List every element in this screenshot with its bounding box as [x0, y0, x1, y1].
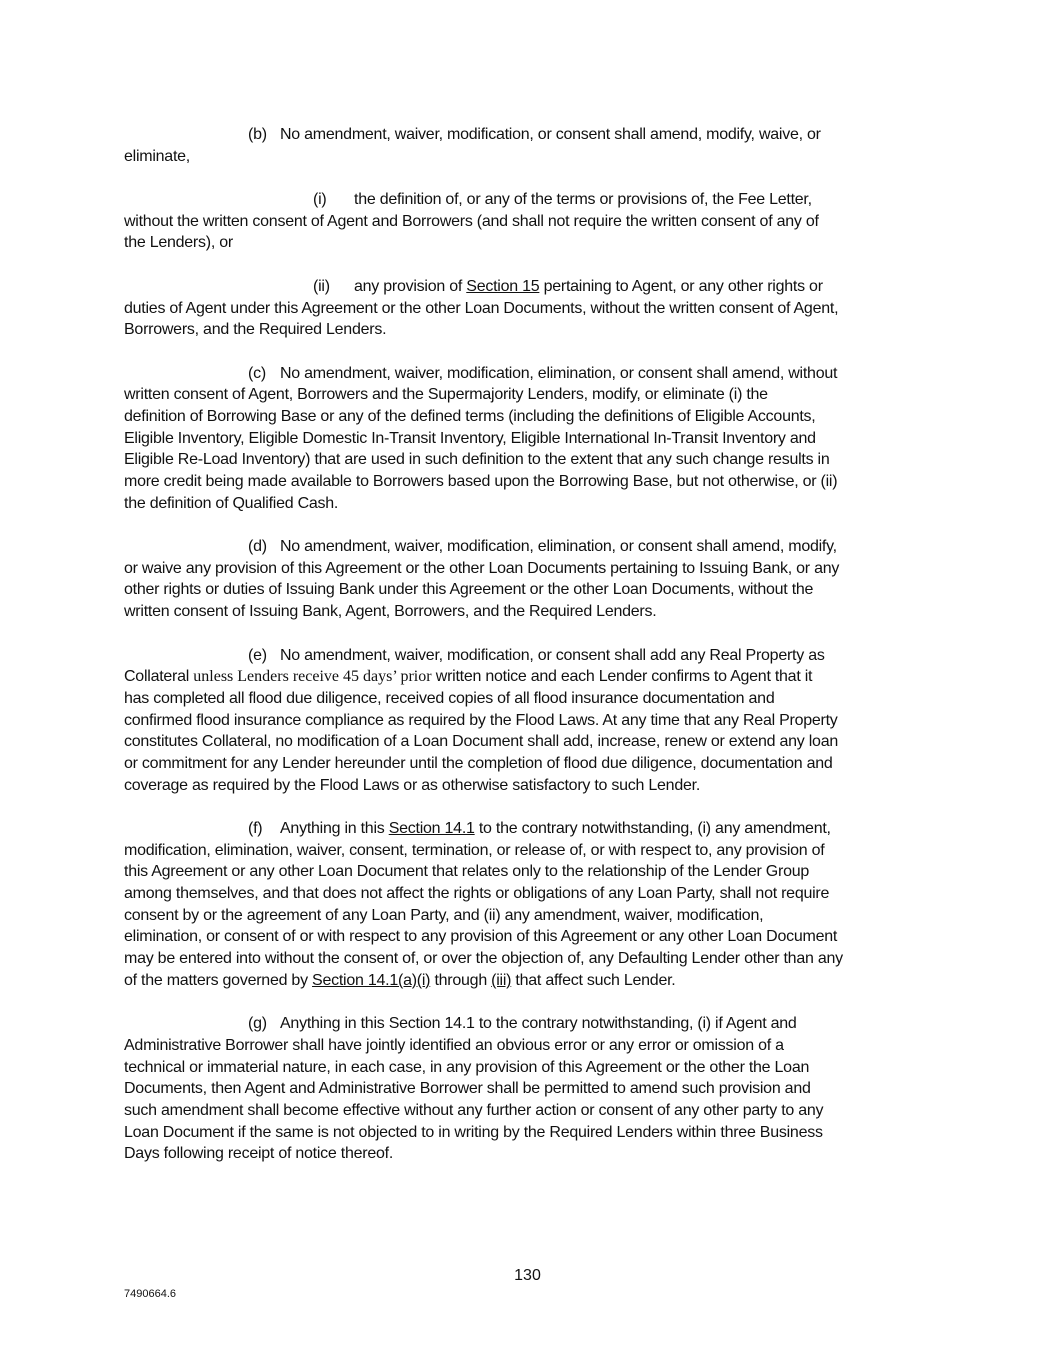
text-line [124, 1078, 936, 1100]
text-segment: such amendment shall become effective without any further action or consent of any other party to any [124, 1101, 824, 1119]
text-segment: No amendment, waiver, modification, or consent shall amend, modify, waive, or [280, 126, 821, 143]
section-paragraph [124, 189, 936, 254]
text-line [124, 818, 936, 840]
paragraph-label: (d) [248, 538, 267, 556]
paragraph-label: (b) [248, 126, 267, 143]
text-segment: the definition of, or any of the terms or provisions of, the Fee Letter, [354, 191, 812, 209]
section-paragraph [124, 363, 936, 515]
page-number: 130 [514, 1267, 541, 1284]
text-line [124, 558, 936, 580]
text-segment: pertaining to Agent, or any other rights or [539, 277, 823, 295]
text-segment: No amendment, waiver, modification, elimination, or consent shall amend, modify, [280, 538, 837, 556]
text-line [124, 232, 936, 254]
text-segment: has completed all flood due diligence, received copies of all flood insurance documentation and [124, 689, 775, 707]
text-segment: without the written consent of Agent and Borrowers (and shall not require the written consent of any of [124, 212, 819, 230]
text-segment: confirmed flood insurance compliance as required by the Flood Laws. At any time that any Real Property [124, 711, 838, 729]
text-line [124, 1122, 936, 1144]
text-line [124, 298, 936, 320]
text-segment: Loan Document if the same is not objected to in writing by the Required Lenders within three Business [124, 1123, 823, 1141]
text-segment: may be entered into without the consent of, or over the objection of, any Defaulting Lender other than any [124, 950, 843, 968]
text-segment: the Lenders), or [124, 234, 233, 252]
text-line [124, 428, 936, 450]
text-segment: among themselves, and that does not affect the rights or obligations of any Loan Party, shall not require [124, 885, 830, 903]
text-segment: Anything in this [280, 820, 389, 837]
text-line [124, 471, 936, 493]
text-segment: constitutes Collateral, no modification of a Loan Document shall add, increase, renew or extend any loan [124, 733, 838, 751]
text-line [124, 319, 936, 341]
section-paragraph [124, 818, 936, 992]
text-line [124, 883, 936, 905]
text-line [124, 905, 936, 927]
text-line [124, 1013, 936, 1035]
text-line [124, 211, 936, 233]
text-segment: that affect such Lender. [511, 971, 676, 989]
text-line [124, 753, 936, 775]
text-line [124, 948, 936, 970]
text-segment: Eligible Re-Load Inventory) that are used in such definition to the extent that any such change results in [124, 451, 830, 469]
text-line [124, 1035, 936, 1057]
text-segment: or waive any provision of this Agreement or the other Loan Documents pertaining to Issuing Bank, or any [124, 559, 840, 577]
text-segment: through [430, 971, 492, 989]
text-segment: any provision of [354, 277, 467, 295]
text-line [124, 406, 936, 428]
section-paragraph [124, 276, 936, 341]
text-line [124, 276, 936, 298]
text-line [124, 970, 936, 992]
text-line [124, 731, 936, 753]
text-segment: eliminate, [124, 147, 190, 165]
section-paragraph [124, 536, 936, 623]
text-line [124, 1143, 936, 1165]
text-segment: or commitment for any Lender hereunder until the completion of flood due diligence, documentation and [124, 754, 833, 772]
text-segment: other rights or duties of Issuing Bank under this Agreement or the other Loan Documents, without the [124, 581, 814, 599]
text-segment: Administrative Borrower shall have jointly identified an obvious error or any error or omission of a [124, 1036, 784, 1054]
text-segment: written consent of Issuing Bank, Agent, Borrowers, and the Required Lenders. [124, 603, 657, 621]
text-segment: unless Lenders receive 45 days’ prior [193, 668, 432, 686]
document-body [124, 124, 936, 1187]
paragraph-label: (i) [313, 191, 327, 209]
cross-reference: Section 15 [466, 277, 540, 295]
text-line [124, 363, 936, 385]
text-segment: No amendment, waiver, modification, or consent shall add any Real Property as [280, 646, 825, 664]
text-segment: elimination, or consent of or with respect to any provision of this Agreement or any other Loan Document [124, 928, 838, 946]
text-line [124, 666, 936, 688]
text-segment: duties of Agent under this Agreement or the other Loan Documents, without the written consent of Agent, [124, 299, 839, 317]
text-line [124, 840, 936, 862]
text-segment: coverage as required by the Flood Laws or as otherwise satisfactory to such Lender. [124, 776, 701, 794]
paragraph-label: (e) [248, 646, 267, 664]
document-id: 7490664.6 [124, 1288, 176, 1300]
text-line [124, 1057, 936, 1079]
text-segment: written notice and each Lender confirms to Agent that it [431, 668, 813, 686]
text-line [124, 189, 936, 211]
text-line [124, 146, 936, 168]
text-line [124, 579, 936, 601]
section-paragraph [124, 1013, 936, 1165]
text-segment: Anything in this Section 14.1 to the contrary notwithstanding, (i) if Agent and [280, 1015, 797, 1033]
paragraph-label: (ii) [313, 277, 330, 295]
paragraph-label: (c) [248, 364, 266, 382]
text-line [124, 601, 936, 623]
text-line [124, 124, 936, 146]
text-line [124, 861, 936, 883]
text-line [124, 645, 936, 667]
text-segment: Days following receipt of notice thereof. [124, 1145, 394, 1163]
text-segment: Eligible Inventory, Eligible Domestic In-Transit Inventory, Eligible International In-Transit Inventory and [124, 429, 816, 447]
text-segment: No amendment, waiver, modification, elimination, or consent shall amend, without [280, 364, 838, 382]
text-segment: this Agreement or any other Loan Document that relates only to the relationship of the Lender Group [124, 863, 810, 881]
text-line [124, 926, 936, 948]
cross-reference: Section 14.1(a)(i) [312, 971, 431, 989]
paragraph-label: (g) [248, 1015, 267, 1033]
text-line [124, 536, 936, 558]
cross-reference: Section 14.1 [388, 820, 475, 837]
text-line [124, 688, 936, 710]
text-segment: technical or immaterial nature, in each case, in any provision of this Agreement or the other the Loan [124, 1058, 810, 1076]
text-segment: consent by or the agreement of any Loan Party, and (ii) any amendment, waiver, modification, [124, 906, 764, 924]
text-segment: Borrowers, and the Required Lenders. [124, 321, 387, 339]
section-paragraph [124, 645, 936, 797]
text-segment: Collateral [124, 668, 194, 686]
text-segment: the definition of Qualified Cash. [124, 494, 339, 512]
text-segment: modification, elimination, waiver, consent, termination, or release of, or with respect to, any provision of [124, 841, 825, 859]
text-segment: definition of Borrowing Base or any of the defined terms (including the definitions of Eligible Accounts, [124, 407, 816, 425]
text-line [124, 384, 936, 406]
section-paragraph [124, 124, 936, 167]
text-line [124, 493, 936, 515]
paragraph-label: (f) [248, 820, 263, 837]
text-line [124, 775, 936, 797]
text-line [124, 1100, 936, 1122]
text-line [124, 449, 936, 471]
text-line [124, 710, 936, 732]
text-segment: written consent of Agent, Borrowers and the Supermajority Lenders, modify, or eliminate (i) the [124, 386, 768, 404]
text-segment: of the matters governed by [124, 971, 313, 989]
text-segment: Documents, then Agent and Administrative Borrower shall be permitted to amend such provision and [124, 1080, 811, 1098]
text-segment: to the contrary notwithstanding, (i) any amendment, [474, 820, 831, 837]
cross-reference: (iii) [491, 971, 512, 989]
text-segment: more credit being made available to Borrowers based upon the Borrowing Base, but not otherwise, or (ii) [124, 473, 838, 490]
